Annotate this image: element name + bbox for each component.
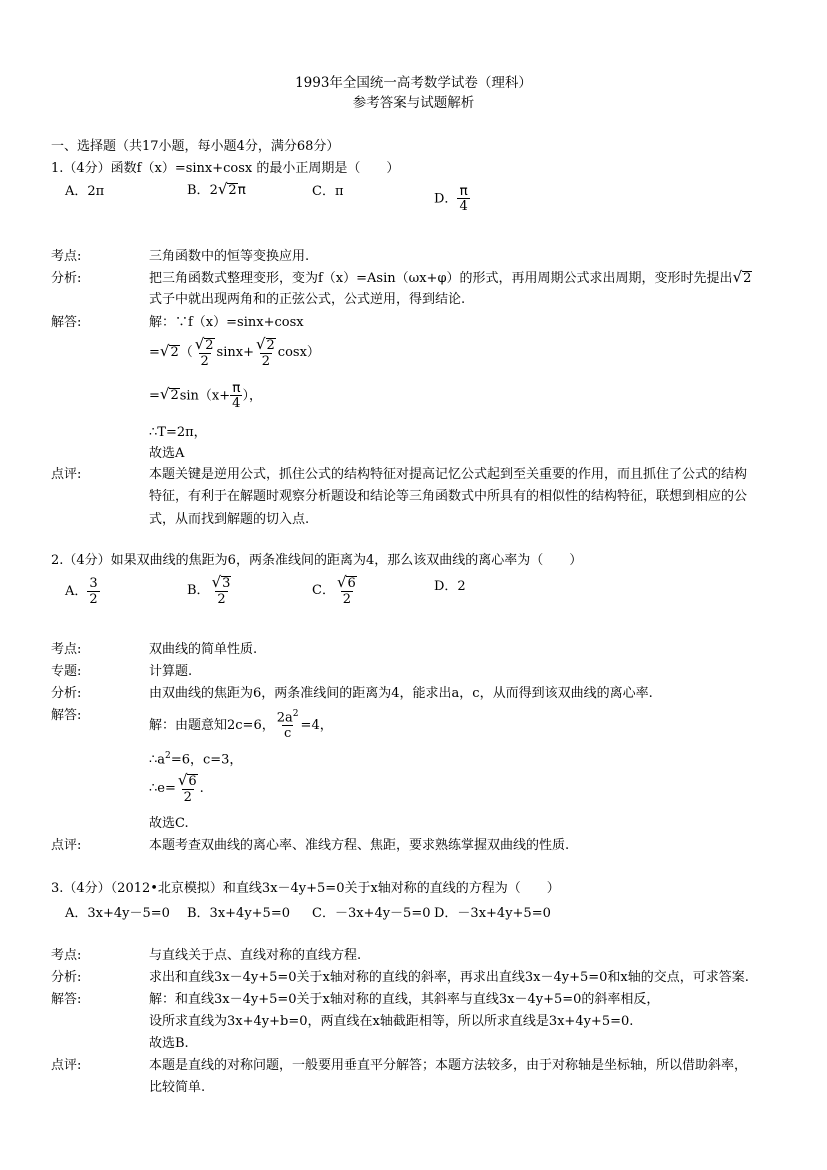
q3-dianping-line2: 比较简单. [149, 1080, 206, 1095]
q2-zhuanti: 计算题. [149, 664, 193, 679]
q1-option-d: D． $\frac{\pi}{4}$ [434, 183, 468, 215]
q1-kaodian-label: 考点: [51, 249, 82, 264]
q3-option-a: A．3x+4y－5=0 [65, 906, 170, 921]
q2-kaodian: 双曲线的简单性质. [149, 642, 258, 657]
q3-fenxi: 求出和直线3x－4y+5=0关于x轴对称的直线的斜率，再求出直线3x－4y+5=0和x轴的交点，可求答案. [149, 970, 749, 985]
q2-fenxi: 由双曲线的焦距为6，两条准线间的距离为4，能求出a，c，从而得到该双曲线的离心率. [149, 686, 653, 701]
q3-jieda-line3: 故选B. [149, 1036, 189, 1051]
q1-jieda-line3: = √ 2 sin（x+ $\frac{\pi}{4}$ ）， [149, 380, 262, 412]
q2-jieda-label: 解答: [51, 708, 82, 723]
q2-stem: 2.（4分）如果双曲线的焦距为6，两条准线间的距离为4，那么该双曲线的离心率为（ ） [51, 553, 583, 568]
q1-option-c: C．π [312, 184, 344, 199]
q2-option-c: C． √ 6 2 [312, 573, 356, 607]
q3-kaodian-label: 考点: [51, 948, 82, 963]
q3-jieda-line2: 设所求直线为3x+4y+b=0，两直线在x轴截距相等，所以所求直线是3x+4y+5=0. [149, 1014, 634, 1029]
q2-dianping-label: 点评: [51, 838, 82, 853]
q2-jieda-line4: 故选C. [149, 816, 189, 831]
q3-dianping-line1: 本题是直线的对称问题，一般要用垂直平分解答；本题方法较多，由于对称轴是坐标轴，所以借助斜率， [149, 1058, 748, 1073]
q1-option-a: A．2π [65, 184, 105, 199]
q3-option-c: C．－3x+4y－5=0 [312, 906, 431, 921]
q3-stem: 3.（4分）（2012•北京模拟）和直线3x－4y+5=0关于x轴对称的直线的方程为（ ） [51, 881, 560, 896]
q1-dianping-line1: 本题关键是逆用公式，抓住公式的结构特征对提高记忆公式起到至关重要的作用，而且抓住了公式的结构 [149, 467, 748, 482]
q3-kaodian: 与直线关于点、直线对称的直线方程. [149, 948, 362, 963]
q3-jieda-label: 解答: [51, 992, 82, 1007]
q1-fenxi-line1: 把三角函数式整理变形，变为f（x）=Asin（ωx+φ）的形式，再用周期公式求出周期，变形时先提出 √ 2 [149, 268, 752, 286]
q1-jieda-line1: 解：∵f（x）=sinx+cosx [149, 315, 304, 330]
q2-option-a: A． $\frac{3}{2}$ [65, 576, 98, 607]
q2-kaodian-label: 考点: [51, 642, 82, 657]
q3-dianping-label: 点评: [51, 1058, 82, 1073]
q1-fenxi-label: 分析: [51, 271, 82, 286]
q2-fenxi-label: 分析: [51, 686, 82, 701]
q1-fenxi-line2: 式子中就出现两角和的正弦公式，公式逆用，得到结论. [149, 292, 466, 307]
q3-option-d: D．－3x+4y+5=0 [434, 906, 551, 921]
q2-jieda-line1: 解：由题意知2c=6， $\frac{2a^2}{c}$ =4， [149, 709, 333, 741]
q2-option-d: D．2 [434, 579, 466, 594]
page-title: 1993年全国统一高考数学试卷（理科） [295, 75, 532, 91]
q2-option-b: B． √ 3 2 [187, 573, 231, 607]
q2-zhuanti-label: 专题: [51, 664, 82, 679]
q1-jieda-line4: ∴T=2π， [149, 425, 207, 440]
q1-dianping-line2: 特征，有利于在解题时观察分析题设和结论等三角函数式中所具有的相似性的结构特征，联想到相应的公 [149, 489, 748, 504]
q3-jieda-line1: 解：和直线3x－4y+5=0关于x轴对称的直线，其斜率与直线3x－4y+5=0的斜率相反， [149, 992, 660, 1007]
q1-jieda-line5: 故选A [149, 446, 185, 461]
q2-jieda-line3: ∴e= √ 6 2 . [149, 771, 204, 805]
section-heading: 一、选择题（共17小题，每小题4分，满分68分） [51, 139, 340, 154]
q1-dianping-line3: 式，从而找到解题的切入点. [149, 512, 310, 527]
q1-kaodian: 三角函数中的恒等变换应用. [149, 249, 310, 264]
q1-dianping-label: 点评: [51, 467, 82, 482]
q3-fenxi-label: 分析: [51, 970, 82, 985]
q1-stem: 1.（4分）函数f（x）=sinx+cosx 的最小正周期是（ ） [51, 161, 400, 176]
page-subtitle: 参考答案与试题解析 [352, 95, 475, 111]
q1-option-b: B．2 √ 2 π [187, 180, 246, 198]
q2-dianping: 本题考查双曲线的离心率、准线方程、焦距，要求熟练掌握双曲线的性质. [149, 838, 570, 853]
q3-option-b: B．3x+4y+5=0 [187, 906, 290, 921]
q1-jieda-label: 解答: [51, 315, 82, 330]
q2-jieda-line2: $\therefore a^2=6$，c=3， [149, 751, 243, 768]
q1-jieda-line2: = √ 2 （ √ 2 2 sinx+ √ 2 2 cosx） [149, 335, 320, 369]
